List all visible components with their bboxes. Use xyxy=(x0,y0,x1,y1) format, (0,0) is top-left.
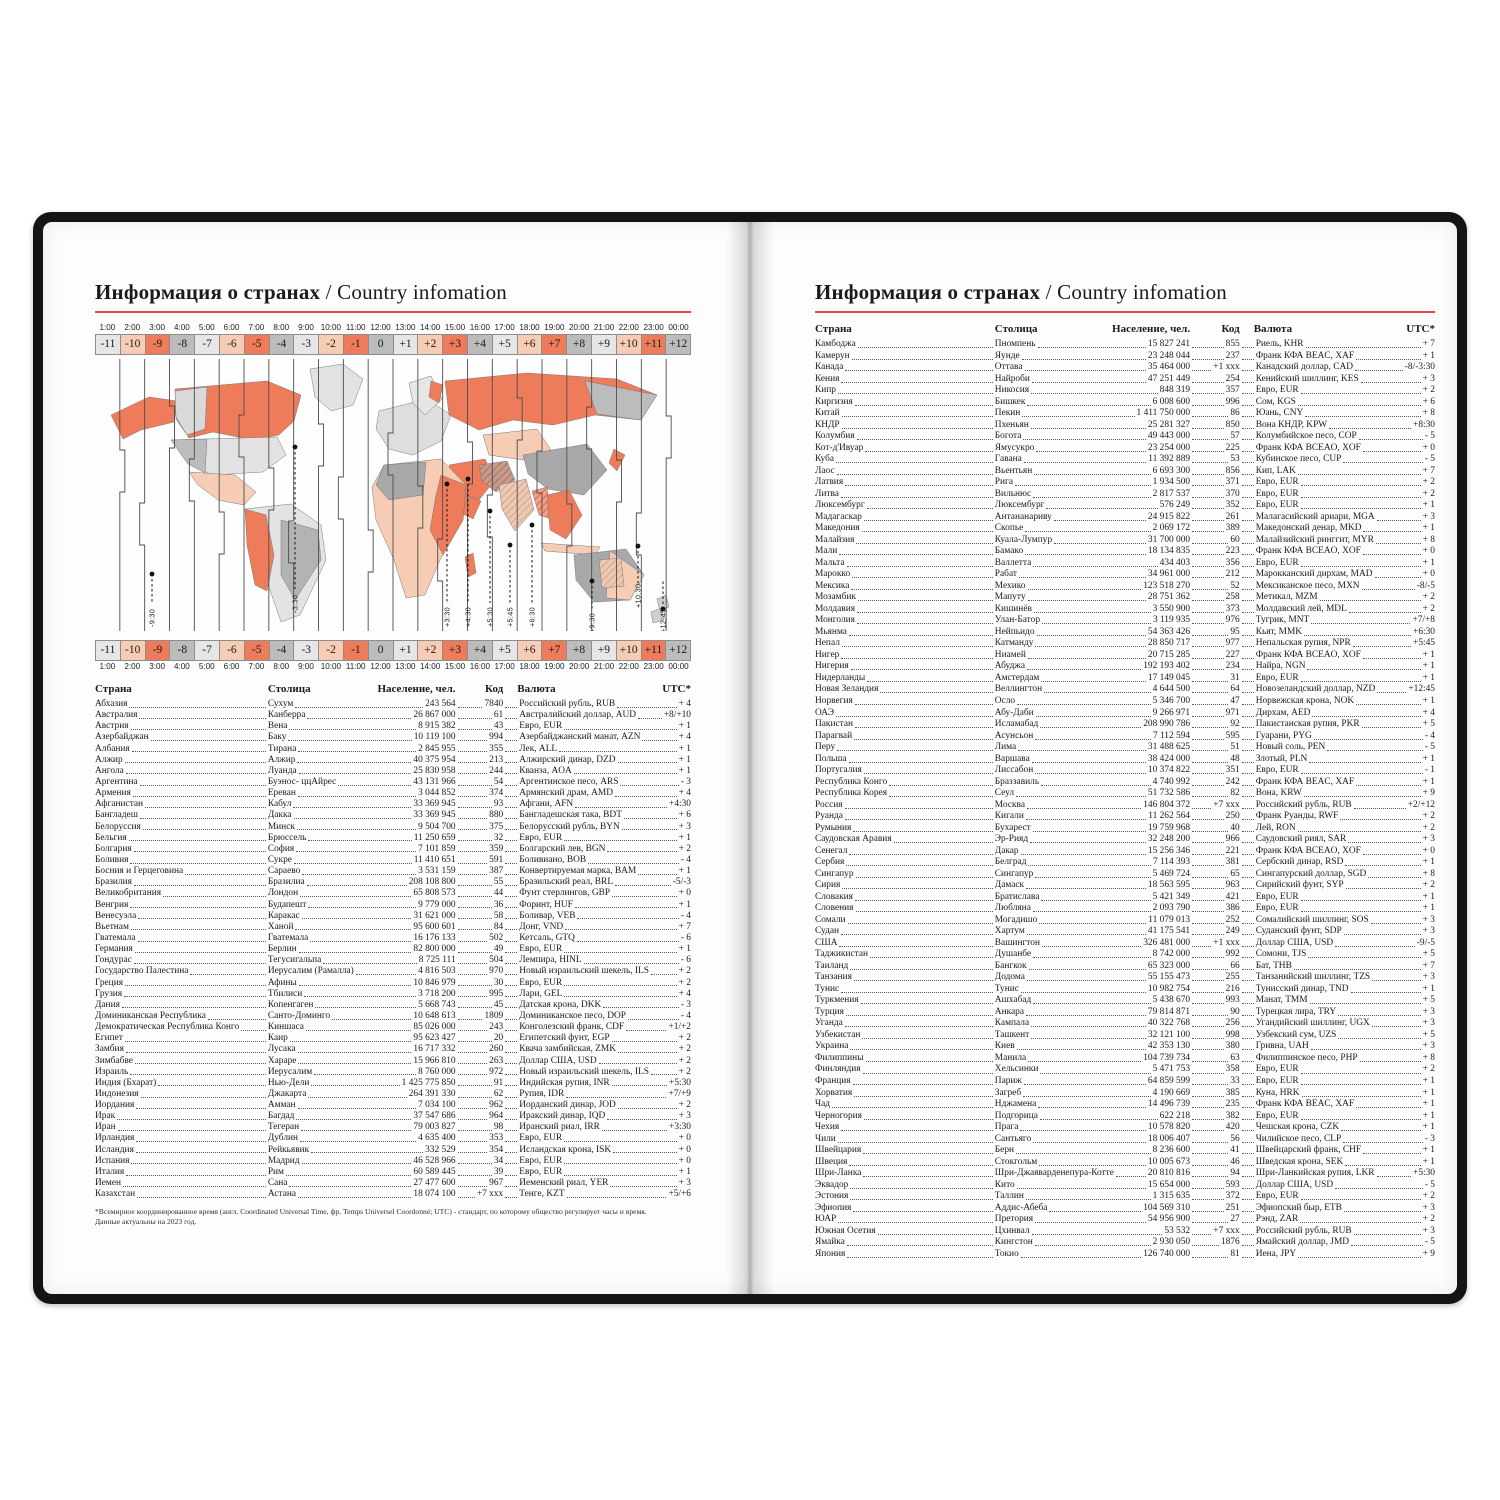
table-row: Франция Париж 64 859 599 33 Евро, EUR + 1 xyxy=(815,1076,1435,1086)
table-row: Руанда Кигали 11 262 564 250 Франк Руанды, RWF + 2 xyxy=(815,811,1435,822)
table-row: Эфиопия Аддис-Абеба 104 569 310 251 Эфиопский быр, ETB + 3 xyxy=(815,1202,1435,1213)
table-row: Болгария София 7 101 859 359 Болгарский лев, BGN + 2 xyxy=(95,843,691,854)
page-title-divider: / xyxy=(1040,280,1058,304)
map-greenland xyxy=(310,364,363,411)
map-india xyxy=(499,479,534,531)
svg-text:+5:30: +5:30 xyxy=(485,607,495,627)
map-alaska xyxy=(111,397,177,439)
table-row: Мали Бамако 18 134 835 223 Франк КФА BCEAO, XOF + 0 xyxy=(815,546,1435,557)
table-row: Государство Палестина Иерусалим (Рамалла) 4 816 503 970 Новый израильский шекель, ILS + 2 xyxy=(95,966,691,977)
table-row: Турция Анкара 79 814 871 90 Турецкая лира, TRY + 3 xyxy=(815,1006,1435,1017)
table-row: Тунис Тунис 10 982 754 216 Тунисский динар, TND + 1 xyxy=(815,983,1435,994)
table-row: Индонезия Джакарта 264 391 330 62 Рупия, IDR +7/+9 xyxy=(95,1088,691,1099)
page-title-ru: Информация о странах xyxy=(95,280,321,304)
col-capital: Столица xyxy=(267,683,311,695)
table-row: Хорватия Загреб 4 190 669 385 Куна, HRK + 1 xyxy=(815,1087,1435,1098)
map-madagascar xyxy=(465,553,476,577)
table-row: Грузия Тбилиси 3 718 200 995 Лари, GEL + 4 xyxy=(95,988,691,999)
table-row: Мальта Валлетта 434 403 356 Евро, EUR + 1 xyxy=(815,557,1435,568)
map-canada-west xyxy=(175,387,207,435)
table-row: Сирия Дамаск 18 563 595 963 Сирийский фунт, SYP + 2 xyxy=(815,880,1435,891)
table-row: Ирландия Дублин 4 635 400 353 Евро, EUR + 0 xyxy=(95,1133,691,1144)
table-row: Малайзия Куала-Лумпур 31 700 000 60 Малайзийский ринггит, MYR + 8 xyxy=(815,534,1435,545)
timezone-bar-bottom xyxy=(95,640,691,673)
timezone-offsets-row: -11 -10 -9 -8 -7 -6 -5 -4 -3 -2 -1 0 +1 +2 +3 +4 +5 +6 +7 +8 +9 +10 +11 +12 xyxy=(95,640,691,661)
table-row: Куба Гавана 11 392 889 53 Кубинское песо, CUP - 5 xyxy=(815,454,1435,465)
timezone-times-row: 1:00 2:00 3:00 4:00 5:00 6:00 7:00 8:00 9:00 10:00 11:00 12:00 13:00 14:00 15:00 16:00 17:00 18:00 19:00 20:00 21:00 22:00 23:00 00:00 xyxy=(99,662,689,671)
table-row: Швеция Стокгольм 10 005 673 46 Шведская крона, SEK + 1 xyxy=(815,1156,1435,1167)
table-row: Чад Нджамена 14 496 739 235 Франк КФА BEAC, XAF + 1 xyxy=(815,1099,1435,1110)
table-row: Уганда Кампала 40 322 768 256 Угандийский шиллинг, UGX + 3 xyxy=(815,1018,1435,1029)
table-row: Аргентина Буэнос- ццАйрес 43 131 966 54 Аргентинское песо, ARS - 3 xyxy=(95,776,691,787)
svg-text:+9:30: +9:30 xyxy=(587,613,597,631)
table-row: Таиланд Бангкок 65 323 000 66 Бат, THB + 7 xyxy=(815,960,1435,971)
table-row: Шри-Ланка Шри-Джаяварденепура-Котте 20 810 816 94 Шри-Ланкийская рупия, LKR +5:30 xyxy=(815,1168,1435,1179)
table-row: Кения Найроби 47 251 449 254 Кенийский шиллинг, KES + 3 xyxy=(815,373,1435,384)
table-row: Филиппины Манила 104 739 734 63 Филиппинское песо, PHP + 8 xyxy=(815,1052,1435,1063)
table-row: Канада Оттава 35 464 000 +1 ххх Канадский доллар, CAD -8/-3:30 xyxy=(815,362,1435,373)
table-row: Сенегал Дакар 15 256 346 221 Франк КФА BCEAO, XOF + 0 xyxy=(815,845,1435,856)
table-row: Чехия Прага 10 578 820 420 Чешская крона, CZK + 1 xyxy=(815,1122,1435,1133)
col-country: Страна xyxy=(815,323,852,335)
table-row: Израиль Иерусалим 8 760 000 972 Новый израильский шекель, ILS + 2 xyxy=(95,1066,691,1077)
table-row: Южная Осетия Цхинвал 53 532 +7 ххх Российский рубль, RUB + 3 xyxy=(815,1225,1435,1236)
table-row: Испания Мадрид 46 528 966 34 Евро, EUR + 0 xyxy=(95,1155,691,1166)
table-row: Македония Скопье 2 069 172 389 Македонский денар, MKD + 1 xyxy=(815,523,1435,534)
page-title-divider: / xyxy=(320,280,338,304)
page-gutter xyxy=(726,222,774,1294)
timezone-bar-top xyxy=(95,322,691,355)
table-row: США Вашингтон 326 481 000 +1 ххх Доллар США, USD -9/-5 xyxy=(815,937,1435,948)
table-row: Бельгия Брюссель 11 250 659 32 Евро, EUR + 1 xyxy=(95,832,691,843)
col-code: Код xyxy=(485,683,504,695)
table-row: Гватемала Гватемала 16 176 133 502 Кетсаль, GTQ - 6 xyxy=(95,932,691,943)
table-row: Словения Любляна 2 093 790 386 Евро, EUR + 1 xyxy=(815,903,1435,914)
table-row: Швейцария Берн 8 236 600 41 Швейцарский франк, CHF + 1 xyxy=(815,1145,1435,1156)
page-title-ru: Информация о странах xyxy=(815,280,1041,304)
table-row: Республика Корея Сеул 51 732 586 82 Вона, KRW + 9 xyxy=(815,788,1435,799)
table-row: Монголия Улан-Батор 3 119 935 976 Тугрик, MNT +7/+8 xyxy=(815,615,1435,626)
table-row: Абхазия Сухум 243 564 7840 Российский рубль, RUB + 4 xyxy=(95,699,691,709)
table-row: Венгрия Будапешт 9 779 000 36 Форинт, HUF + 1 xyxy=(95,899,691,910)
table-row: Иран Тегеран 79 003 827 98 Иранский риал, IRR +3:30 xyxy=(95,1122,691,1133)
table-row: Боливия Сукре 11 410 651 591 Боливиано, BOB - 4 xyxy=(95,854,691,865)
table-row: Таджикистан Душанбе 8 742 000 992 Сомони, TJS + 5 xyxy=(815,949,1435,960)
table-row: Армения Ереван 3 044 852 374 Армянский драм, AMD + 4 xyxy=(95,788,691,799)
table-row: Япония Токио 126 740 000 81 Иена, JPY + 9 xyxy=(815,1248,1435,1259)
map-europe xyxy=(376,399,451,455)
footnote-line2: Данные актуальны на 2023 год. xyxy=(95,1217,197,1227)
page-right xyxy=(815,280,1435,1260)
timezone-offsets-row: -11 -10 -9 -8 -7 -6 -5 -4 -3 -2 -1 0 +1 +2 +3 +4 +5 +6 +7 +8 +9 +10 +11 +12 xyxy=(95,334,691,355)
table-row: Демократическая Республика Конго Киншаса 85 026 000 243 Конголезский франк, CDF +1/+2 xyxy=(95,1022,691,1033)
page-spread xyxy=(43,222,1457,1294)
table-row: Сербия Белград 7 114 393 381 Сербский динар, RSD + 1 xyxy=(815,857,1435,868)
table-row: Нидерланды Амстердам 17 149 045 31 Евро, EUR + 1 xyxy=(815,672,1435,683)
table-row: Литва Вильнюс 2 817 537 370 Евро, EUR + 2 xyxy=(815,488,1435,499)
table-row: Босния и Герцеговина Сараево 3 531 159 387 Конвертируемая марка, BAM + 1 xyxy=(95,866,691,877)
footnote xyxy=(95,1207,691,1227)
table-row: Парагвай Асунсьон 7 112 594 595 Гуарани, PYG - 4 xyxy=(815,730,1435,741)
table-row: Камбоджа Пномпень 15 827 241 855 Риель, KHR + 7 xyxy=(815,339,1435,349)
table-row: Кот-д'Ивуар Ямусукро 23 254 000 225 Франк КФА BCEAO, XOF + 0 xyxy=(815,442,1435,453)
page-left xyxy=(95,280,691,1227)
col-code: Код xyxy=(1221,323,1240,335)
svg-text:+6:30: +6:30 xyxy=(527,607,537,627)
table-row: Дания Копенгаген 5 668 743 45 Датская крона, DKK - 3 xyxy=(95,999,691,1010)
table-row: Киргизия Бишкек 6 008 600 996 Сом, KGS + 6 xyxy=(815,396,1435,407)
map-mexico xyxy=(189,472,256,505)
world-timezone-map xyxy=(95,359,691,631)
table-row: Австрия Вена 8 915 382 43 Евро, EUR + 1 xyxy=(95,721,691,732)
table-row: Мексика Мехико 123 518 270 52 Мексиканское песо, MXN -8/-5 xyxy=(815,580,1435,591)
col-capital: Столица xyxy=(994,323,1038,335)
table-row: Финляндия Хельсинки 5 471 753 358 Евро, EUR + 2 xyxy=(815,1064,1435,1075)
timezone-times-row: 1:00 2:00 3:00 4:00 5:00 6:00 7:00 8:00 9:00 10:00 11:00 12:00 13:00 14:00 15:00 16:00 17:00 18:00 19:00 20:00 21:00 22:00 23:00 00:00 xyxy=(99,323,689,332)
table-row: ОАЭ Абу-Даби 9 266 971 971 Дирхам, AED + 4 xyxy=(815,707,1435,718)
table-row: Доминиканская Республика Санто-Доминго 10 648 613 1809 Доминиканское песо, DOP - 4 xyxy=(95,1010,691,1021)
table-row: Египет Каир 95 623 427 20 Египетский фунт, EGP + 2 xyxy=(95,1033,691,1044)
table-row: Индия (Бхарат) Нью-Дели 1 425 775 850 91 Индийская рупия, INR +5:30 xyxy=(95,1077,691,1088)
country-table-left xyxy=(95,699,691,1200)
table-row: Танзания Додома 55 155 473 255 Танзанийский шиллинг, TZS + 3 xyxy=(815,972,1435,983)
svg-text:+5:45: +5:45 xyxy=(505,607,515,627)
table-row: Судан Хартум 41 175 541 249 Суданский фунт, SDP + 3 xyxy=(815,926,1435,937)
col-population: Население, чел. xyxy=(377,683,456,695)
table-row: Италия Рим 60 589 445 39 Евро, EUR + 1 xyxy=(95,1166,691,1177)
table-row: КНДР Пхеньян 25 281 327 850 Вона КНДР, KPW +8:30 xyxy=(815,419,1435,430)
svg-text:+3:30: +3:30 xyxy=(442,607,452,627)
map-se-asia xyxy=(547,490,582,539)
table-row: Люксембург Люксембург 576 249 352 Евро, EUR + 1 xyxy=(815,500,1435,511)
svg-text:-3:30: -3:30 xyxy=(290,594,300,613)
table-row: Ангола Луанда 25 830 958 244 Кванза, AOA + 1 xyxy=(95,765,691,776)
table-header-left xyxy=(95,683,691,695)
table-row: Марокко Рабат 34 961 000 212 Марокканский дирхам, MAD + 0 xyxy=(815,569,1435,580)
svg-text:+4:30: +4:30 xyxy=(463,607,473,627)
country-table-right xyxy=(815,339,1435,1260)
table-row: Чили Сантьяго 18 006 407 56 Чилийское песо, CLP - 3 xyxy=(815,1133,1435,1144)
table-row: Норвегия Осло 5 346 700 47 Норвежская крона, NOK + 1 xyxy=(815,695,1435,706)
table-row: Замбия Лусака 16 717 332 260 Квача замбийская, ZMK + 2 xyxy=(95,1044,691,1055)
table-row: Румыния Бухарест 19 759 968 40 Лей, RON + 2 xyxy=(815,822,1435,833)
svg-text:-9:30: -9:30 xyxy=(147,608,157,627)
table-row: Кипр Никосия 848 319 357 Евро, EUR + 2 xyxy=(815,385,1435,396)
table-row: Саудовская Аравия Эр-Рияд 32 248 200 966 Саудовский риял, SAR + 3 xyxy=(815,834,1435,845)
table-row: Эквадор Кито 15 654 000 593 Доллар США, USD - 5 xyxy=(815,1179,1435,1190)
table-row: Камерун Яунде 23 248 044 237 Франк КФА BEAC, XAF + 1 xyxy=(815,350,1435,361)
table-row: Мадагаскар Антананариву 24 915 822 261 Малагасийский ариари, MGA + 3 xyxy=(815,511,1435,522)
table-row: Йемен Сана 27 477 600 967 Йеменский риал, YER + 3 xyxy=(95,1178,691,1189)
page-title-en: Country infomation xyxy=(337,280,507,304)
table-row: Латвия Рига 1 934 500 371 Евро, EUR + 2 xyxy=(815,477,1435,488)
col-utc: UTC* xyxy=(1406,323,1435,335)
table-row: Нигерия Абуджа 192 193 402 234 Найра, NGN + 1 xyxy=(815,661,1435,672)
diary-cover xyxy=(33,212,1467,1304)
page-title xyxy=(95,280,691,313)
col-country: Страна xyxy=(95,683,132,695)
table-row: Зимбабве Хараре 15 966 810 263 Доллар США, USD + 2 xyxy=(95,1055,691,1066)
table-row: Польша Варшава 38 424 000 48 Злотый, PLN + 1 xyxy=(815,753,1435,764)
table-row: Мозамбик Мапуту 28 751 362 258 Метикал, MZM + 2 xyxy=(815,592,1435,603)
table-row: Республика Конго Браззавиль 4 740 992 242 Франк КФА BEAC, XAF + 1 xyxy=(815,776,1435,787)
col-currency: Валюта xyxy=(1253,323,1293,335)
table-row: ЮАР Претория 54 956 900 27 Рэнд, ZAR + 2 xyxy=(815,1214,1435,1225)
table-row: Туркмения Ашхабад 5 438 670 993 Манат, TMM + 5 xyxy=(815,995,1435,1006)
table-row: Лаос Вьентьян 6 693 300 856 Кип, LAK + 7 xyxy=(815,465,1435,476)
table-row: Великобритания Лондон 65 808 573 44 Фунт стерлингов, GBP + 0 xyxy=(95,888,691,899)
table-row: Молдавия Кишинёв 3 550 900 373 Молдавский лей, MDL + 2 xyxy=(815,603,1435,614)
table-row: Ямайка Кингстон 2 930 050 1876 Ямайский доллар, JMD - 5 xyxy=(815,1237,1435,1248)
table-row: Белоруссия Минск 9 504 700 375 Белорусский рубль, BYN + 3 xyxy=(95,821,691,832)
table-row: Бразилия Бразилиа 208 108 800 55 Бразильский реал, BRL -5/-3 xyxy=(95,877,691,888)
table-row: Словакия Братислава 5 421 349 421 Евро, EUR + 1 xyxy=(815,891,1435,902)
table-row: Казахстан Астана 18 074 100 +7 ххх Тенге, KZT +5/+6 xyxy=(95,1189,691,1200)
table-row: Сингапур Сингапур 5 469 724 65 Сингапурский доллар, SGD + 8 xyxy=(815,868,1435,879)
table-row: Алжир Алжир 40 375 954 213 Алжирский динар, DZD + 1 xyxy=(95,754,691,765)
col-currency: Валюта xyxy=(517,683,556,695)
table-row: Вьетнам Ханой 95 600 601 84 Донг, VND + 7 xyxy=(95,921,691,932)
table-row: Эстония Таллин 1 315 635 372 Евро, EUR + 2 xyxy=(815,1191,1435,1202)
table-row: Афганистан Кабул 33 369 945 93 Афгани, AFN +4:30 xyxy=(95,799,691,810)
table-row: Непал Катманду 28 850 717 977 Непальская рупия, NPR +5:45 xyxy=(815,638,1435,649)
footnote-line1: *Всемирное координированное время (англ. Coordinated Universal Time, фр. Temps Universel Coordonné; UTC) - стандарт, по которому общество регулирует часы и время. xyxy=(95,1207,647,1217)
table-row: Ирак Багдад 37 547 686 964 Иракский динар, IQD + 3 xyxy=(95,1111,691,1122)
table-row: Албания Тирана 2 845 955 355 Лек, ALL + 1 xyxy=(95,743,691,754)
table-row: Исландия Рейкьявик 332 529 354 Исландская крона, ISK + 0 xyxy=(95,1144,691,1155)
table-row: Гондурас Тегусигальпа 8 725 111 504 Лемпира, HINL - 6 xyxy=(95,955,691,966)
table-row: Пакистан Исламабад 208 990 786 92 Пакистанская рупия, PKR + 5 xyxy=(815,719,1435,730)
table-row: Колумбия Богота 49 443 000 57 Колумбийское песо, COP - 5 xyxy=(815,431,1435,442)
page-title-en: Country infomation xyxy=(1057,280,1227,304)
table-row: Венесуэла Каракас 31 621 000 58 Боливар, VEB - 4 xyxy=(95,910,691,921)
svg-text:+12:45: +12:45 xyxy=(658,608,668,631)
table-row: Украина Киев 42 353 130 380 Гривна, UAH + 3 xyxy=(815,1041,1435,1052)
table-row: Черногория Подгорица 622 218 382 Евро, EUR + 1 xyxy=(815,1110,1435,1121)
svg-text:+10:30: +10:30 xyxy=(633,583,643,608)
table-row: Россия Москва 146 804 372 +7 ххх Российский рубль, RUB +2/+12 xyxy=(815,799,1435,810)
table-row: Нигер Ниамей 20 715 285 227 Франк КФА BCEAO, XOF + 1 xyxy=(815,649,1435,660)
table-row: Бангладеш Дакка 33 369 945 880 Бангладешская така, BDT + 6 xyxy=(95,810,691,821)
table-row: Мьянма Нейпьидо 54 363 426 95 Кьят, MMK +6:30 xyxy=(815,626,1435,637)
table-row: Азербайджан Баку 10 119 100 994 Азербайджанский манат, AZN + 4 xyxy=(95,732,691,743)
table-row: Португалия Лиссабон 10 374 822 351 Евро, EUR - 1 xyxy=(815,765,1435,776)
col-utc: UTC* xyxy=(662,683,691,695)
table-row: Германия Берлин 82 800 000 49 Евро, EUR + 1 xyxy=(95,944,691,955)
table-row: Сомали Могадишо 11 079 013 252 Сомалийский шиллинг, SOS + 3 xyxy=(815,914,1435,925)
col-population: Население, чел. xyxy=(1112,323,1191,335)
table-row: Новая Зеландия Веллингтон 4 644 500 64 Новозеландский доллар, NZD +12:45 xyxy=(815,684,1435,695)
table-row: Австралия Канберра 26 867 000 61 Австралийский доллар, AUD +8/+10 xyxy=(95,710,691,721)
table-row: Китай Пекин 1 411 750 000 86 Юань, CNY + 8 xyxy=(815,408,1435,419)
table-header-right xyxy=(815,323,1435,335)
table-row: Иордания Амман 7 034 100 962 Иорданский динар, JOD + 2 xyxy=(95,1100,691,1111)
table-row: Греция Афины 10 846 979 30 Евро, EUR + 2 xyxy=(95,977,691,988)
page-title xyxy=(815,280,1435,313)
map-australia-centre xyxy=(599,558,624,588)
table-row: Узбекистан Ташкент 32 121 100 998 Узбекский сум, UZS + 5 xyxy=(815,1029,1435,1040)
table-row: Перу Лима 31 488 625 51 Новый соль, PEN - 5 xyxy=(815,742,1435,753)
